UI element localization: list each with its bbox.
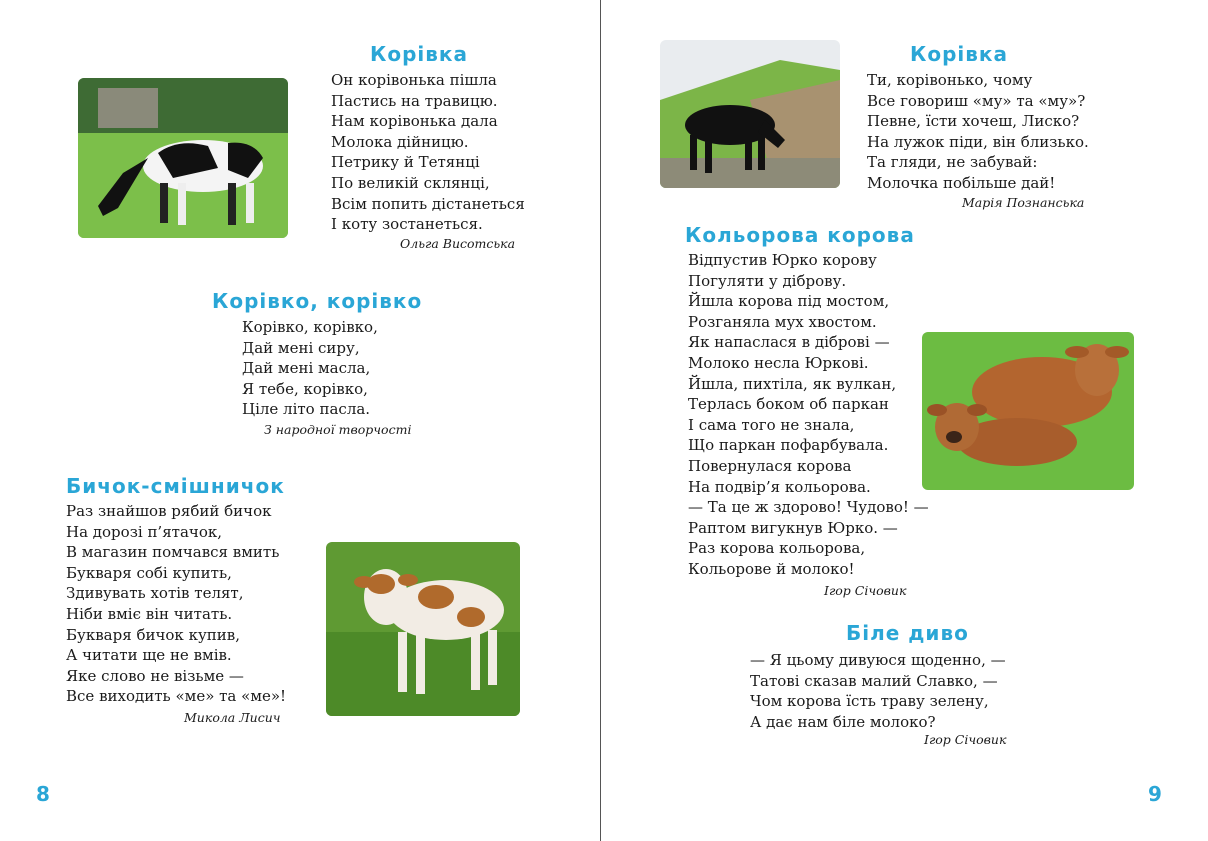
poem-line: Букваря собі купить,: [66, 563, 232, 582]
poem-line: Раптом вигукнув Юрко. —: [688, 518, 898, 537]
brown-cow-with-calf-photo: [922, 332, 1134, 490]
poem-line: Молочка побільше дай!: [867, 173, 1056, 192]
poem-line: На подвір’я кольорова.: [688, 477, 871, 496]
poem-line: Раз корова кольорова,: [688, 539, 866, 558]
poem-line: Терлась боком об паркан: [688, 395, 889, 414]
poem-body-2: [242, 317, 378, 420]
poem-line: На дорозі п’ятачок,: [66, 522, 222, 541]
poem-line: Ніби вміє він читать.: [66, 604, 233, 623]
page-number-left: 8: [36, 782, 50, 806]
poem-author-5: Ігор Січовик: [824, 583, 907, 598]
poem-line: Йшла, пихтіла, як вулкан,: [688, 374, 897, 393]
poem-line: Певне, їсти хочеш, Лиско?: [867, 112, 1080, 131]
poem-line: Татові сказав малий Славко, —: [750, 671, 998, 690]
poem-author-1: Ольга Висотська: [400, 236, 516, 251]
poem-author-6: Ігор Січовик: [924, 732, 1007, 747]
poem-body-6: [750, 650, 1006, 732]
poem-line: Чом корова їсть траву зелену,: [750, 692, 989, 711]
page-divider: [600, 0, 601, 841]
poem-line: Як напаслася в діброві —: [688, 333, 890, 352]
poem-title-1: Корівка: [370, 42, 468, 66]
poem-line: Кольорове й молоко!: [688, 559, 855, 578]
poem-line: Я тебе, корівко,: [242, 379, 368, 398]
page-number-right: 9: [1148, 782, 1162, 806]
poem-line: Всім попить дістанеться: [331, 194, 525, 213]
poem-author-4: Марія Познанська: [962, 195, 1085, 210]
poem-line: Петрику й Тетянці: [331, 153, 480, 172]
poem-line: Повернулася корова: [688, 456, 852, 475]
poem-body-1: [331, 70, 525, 235]
poem-line: Пастись на травицю.: [331, 91, 498, 110]
poem-line: Розганяла мух хвостом.: [688, 312, 877, 331]
poem-line: Дай мені масла,: [242, 359, 371, 378]
poem-line: Що паркан пофарбувала.: [688, 436, 889, 455]
poem-line: І сама того не знала,: [688, 415, 855, 434]
poem-line: Все виходить «ме» та «ме»!: [66, 687, 287, 706]
poem-line: В магазин помчався вмить: [66, 543, 280, 562]
poem-line: Он корівонька пішла: [331, 71, 497, 89]
poem-line: А читати ще не вмів.: [66, 646, 232, 665]
poem-title-2: Корівко, корівко: [212, 289, 423, 313]
poem-line: — Я цьому дивуюся щоденно, —: [750, 651, 1006, 669]
poem-line: Букваря бичок купив,: [66, 625, 240, 644]
poem-line: По великій склянці,: [331, 173, 490, 192]
poem-line: Та гляди, не забувай:: [867, 153, 1038, 172]
poem-line: А дає нам біле молоко?: [750, 712, 936, 731]
poem-line: Ціле літо пасла.: [242, 400, 371, 419]
poem-body-4: [867, 70, 1089, 194]
poem-line: Відпустив Юрко корову: [688, 251, 877, 269]
poem-line: Здивувать хотів телят,: [66, 584, 244, 603]
poem-line: Раз знайшов рябий бичок: [66, 502, 272, 520]
poem-title-4: Корівка: [910, 42, 1008, 66]
poem-line: Все говориш «му» та «му»?: [867, 91, 1086, 110]
poem-author-2: З народної творчості: [264, 422, 412, 437]
spotted-calf-photo: [326, 542, 520, 716]
poem-title-3: Бичок-смішничок: [66, 474, 285, 498]
poem-line: Ти, корівонько, чому: [867, 71, 1033, 89]
black-cow-drinking-photo: [660, 40, 840, 188]
poem-body-5: [688, 250, 929, 580]
poem-line: Яке слово не візьме —: [66, 666, 244, 685]
poem-line: І коту зостанеться.: [331, 215, 483, 234]
poem-line: Молоко несла Юркові.: [688, 353, 869, 372]
poem-title-6: Біле диво: [846, 621, 969, 645]
poem-line: Погуляти у діброву.: [688, 271, 847, 290]
poem-title-5: Кольорова корова: [685, 223, 915, 247]
poem-line: — Та це ж здорово! Чудово! —: [688, 498, 929, 517]
poem-author-3: Микола Лисич: [184, 710, 281, 725]
poem-line: Нам корівонька дала: [331, 112, 498, 131]
poem-line: Йшла корова під мостом,: [688, 292, 890, 311]
poem-line: Корівко, корівко,: [242, 318, 378, 336]
poem-line: Молока дійницю.: [331, 132, 469, 151]
poem-body-3: [66, 501, 286, 707]
poem-line: Дай мені сиру,: [242, 338, 360, 357]
poem-line: На лужок піди, він близько.: [867, 132, 1089, 151]
black-white-cow-photo: [78, 78, 288, 238]
